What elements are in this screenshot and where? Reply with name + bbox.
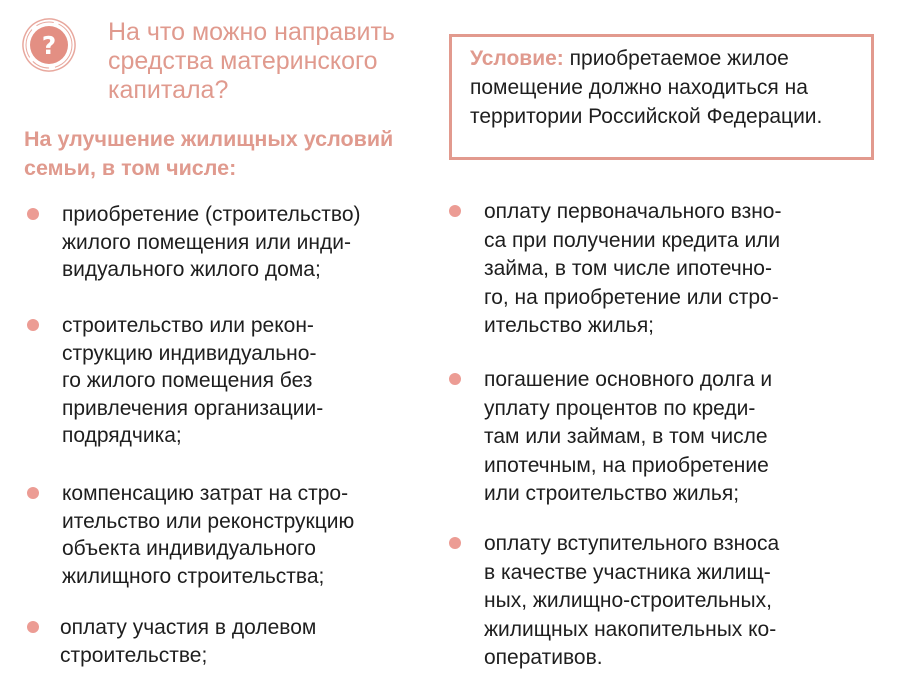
section-title: На улучшение жилищных условий семьи, в том числе: [24, 127, 394, 180]
bullet-dot [27, 319, 39, 331]
bullet-dot [27, 208, 39, 220]
list-item: оплату участия в долевом строительстве; [60, 616, 317, 667]
condition-box [449, 34, 874, 160]
svg-text:?: ? [41, 31, 57, 60]
list-item: приобретение (строительство) жилого помещения или инди- видуального жилого дома; [62, 203, 361, 281]
condition-lead: Условие: [470, 47, 564, 70]
bullet-dot [449, 373, 461, 385]
question-title: На что можно направить средства материнского капитала? [108, 18, 395, 104]
bullet-dot [27, 621, 39, 633]
list-item: погашение основного долга и уплату процентов по креди- там или займам, в том числе ипотечным, на приобретение или строительство жилья; [484, 368, 773, 505]
list-item: оплату вступительного взноса в качестве участника жилищ- ных, жилищно-строительных, жилищных накопительных ко- оперативов. [484, 532, 780, 669]
question-circle-icon [20, 16, 78, 74]
list-item: строительство или рекон- струкцию индивидуально- го жилого помещения без привлечения организации- подрядчика; [62, 314, 324, 447]
list-item: компенсацию затрат на стро- ительство или реконструкцию объекта индивидуального жилищного строительства; [62, 482, 355, 588]
list-item: оплату первоначального взно- са при получении кредита или займа, в том числе ипотечно- го, на приобретение или стро- ительство жилья; [484, 200, 782, 337]
bullet-dot [449, 537, 461, 549]
bullet-dot [27, 487, 39, 499]
bullet-dot [449, 205, 461, 217]
condition-text: приобретаемое жилое помещение должно находиться на территории Российской Федерации. [470, 47, 823, 128]
